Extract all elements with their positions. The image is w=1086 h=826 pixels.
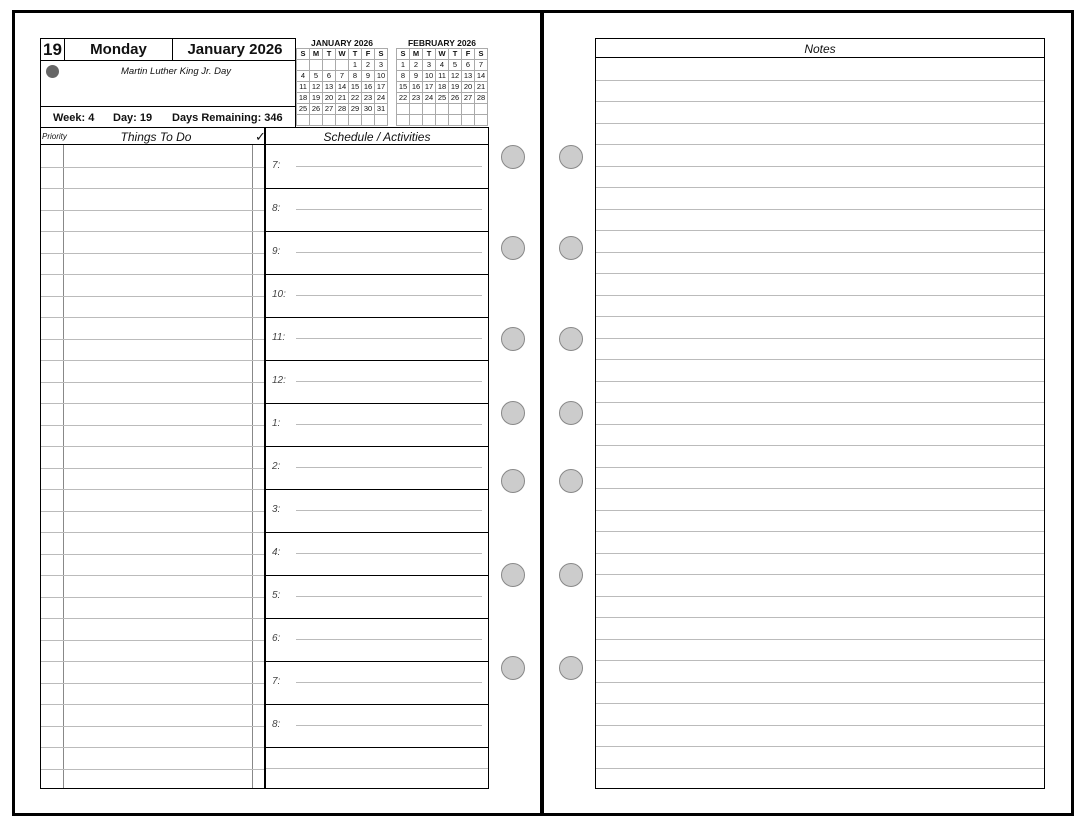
mini-calendar-day: 9 [410, 71, 423, 82]
notes-row-line [596, 101, 1044, 102]
mini-calendar-day [436, 104, 449, 115]
notes-row-line [596, 123, 1044, 124]
mini-calendar-day: 28 [475, 93, 488, 104]
mini-calendar-day [336, 115, 349, 126]
notes-row-line [596, 660, 1044, 661]
mini-calendar-day [462, 104, 475, 115]
hour-label: 10: [272, 289, 286, 300]
hour-label: 11: [272, 332, 286, 343]
mini-calendar-dow: W [436, 49, 449, 60]
todo-row-line [41, 339, 264, 340]
notes-row-line [596, 295, 1044, 296]
mini-calendar-day: 8 [397, 71, 410, 82]
mini-calendar-january [296, 38, 388, 126]
todo-row-line [41, 769, 264, 770]
hour-label: 12: [272, 375, 286, 386]
punch-hole-icon [559, 469, 583, 493]
punch-hole-icon [559, 145, 583, 169]
mini-calendar-day: 14 [336, 82, 349, 93]
mini-calendar-day: 7 [336, 71, 349, 82]
mini-calendar-day: 11 [436, 71, 449, 82]
todo-row-line [41, 274, 264, 275]
todo-row-line [41, 683, 264, 684]
mini-calendar-day [449, 104, 462, 115]
punch-hole-icon [501, 469, 525, 493]
extra-row-line [266, 768, 488, 769]
mini-calendar-day: 23 [410, 93, 423, 104]
mini-calendar-day [297, 115, 310, 126]
notes-row-line [596, 273, 1044, 274]
mini-calendar-day [397, 104, 410, 115]
mini-calendar-day: 15 [349, 82, 362, 93]
day-label: Day: 19 [113, 112, 153, 124]
hour-label: 6: [272, 633, 281, 644]
notes-row-line [596, 359, 1044, 360]
hour-label: 3: [272, 504, 281, 515]
day-stats [41, 106, 297, 128]
mini-calendar-day: 13 [323, 82, 336, 93]
mini-calendar-dow: S [397, 49, 410, 60]
punch-hole-icon [559, 236, 583, 260]
hour-label: 4: [272, 547, 281, 558]
todo-row-line [41, 747, 264, 748]
mini-calendar-day: 16 [362, 82, 375, 93]
hour-label: 8: [272, 203, 281, 214]
todo-row-line [41, 167, 264, 168]
hour-divider [266, 446, 488, 447]
mini-calendar-day [423, 115, 436, 126]
punch-hole-icon [559, 327, 583, 351]
mini-calendar-dow: T [423, 49, 436, 60]
mini-calendar-day [462, 115, 475, 126]
hour-divider [266, 360, 488, 361]
notes-row-line [596, 381, 1044, 382]
mini-calendar-day: 8 [349, 71, 362, 82]
todo-row-line [41, 640, 264, 641]
weekday-label: Monday [65, 39, 173, 61]
mini-calendar-day: 6 [462, 60, 475, 71]
hour-divider [266, 575, 488, 576]
notes-row-line [596, 209, 1044, 210]
hour-divider [266, 704, 488, 705]
mini-calendar-day: 24 [375, 93, 388, 104]
todo-row-line [41, 704, 264, 705]
half-hour-line [296, 295, 482, 296]
mini-calendar-day: 10 [423, 71, 436, 82]
mini-calendar-day: 18 [297, 93, 310, 104]
mini-calendar-dow: F [462, 49, 475, 60]
half-hour-line [296, 596, 482, 597]
notes-row-line [596, 682, 1044, 683]
hour-divider [266, 618, 488, 619]
mini-calendar-day [297, 60, 310, 71]
mini-calendar-day: 5 [449, 60, 462, 71]
check-divider [252, 145, 253, 788]
mini-calendar-day: 20 [323, 93, 336, 104]
date-header [40, 38, 296, 128]
half-hour-line [296, 467, 482, 468]
punch-hole-icon [501, 327, 525, 351]
priority-label: Priority [42, 132, 67, 141]
half-hour-line [296, 510, 482, 511]
mini-calendar-grid [396, 48, 488, 126]
todo-row-line [41, 403, 264, 404]
mini-calendar-dow: S [475, 49, 488, 60]
todo-row-line [41, 489, 264, 490]
hour-divider [266, 317, 488, 318]
todo-row-line [41, 382, 264, 383]
todo-row-line [41, 425, 264, 426]
hour-divider [266, 403, 488, 404]
mini-calendar-dow: T [323, 49, 336, 60]
todo-row-line [41, 231, 264, 232]
mini-calendar-day: 21 [336, 93, 349, 104]
notes-row-line [596, 553, 1044, 554]
notes-row-line [596, 531, 1044, 532]
mini-calendar-day [410, 115, 423, 126]
mini-calendar-dow: W [336, 49, 349, 60]
mini-calendar-day: 22 [397, 93, 410, 104]
mini-calendar-day: 4 [436, 60, 449, 71]
mini-calendar-day: 21 [475, 82, 488, 93]
mini-calendar-day [310, 60, 323, 71]
mini-calendar-day: 18 [436, 82, 449, 93]
mini-calendar-day: 25 [436, 93, 449, 104]
notes-row-line [596, 596, 1044, 597]
mini-calendar-day [310, 115, 323, 126]
hour-label: 7: [272, 676, 281, 687]
punch-hole-icon [501, 656, 525, 680]
mini-calendar-day: 11 [297, 82, 310, 93]
mini-calendar-day [410, 104, 423, 115]
hour-divider [266, 489, 488, 490]
mini-calendar-day: 22 [349, 93, 362, 104]
mini-calendar-grid [296, 48, 388, 126]
todo-header [41, 128, 264, 145]
mini-calendar-day: 6 [323, 71, 336, 82]
schedule-column [265, 127, 489, 789]
month-year-label: January 2026 [173, 39, 297, 61]
schedule-title: Schedule / Activities [323, 130, 431, 144]
todo-row-line [41, 253, 264, 254]
punch-hole-icon [501, 563, 525, 587]
half-hour-line [296, 166, 482, 167]
mini-calendar-day: 24 [423, 93, 436, 104]
punch-hole-icon [559, 656, 583, 680]
mini-calendar-day: 5 [310, 71, 323, 82]
notes-row-line [596, 617, 1044, 618]
mini-calendar-day: 26 [310, 104, 323, 115]
notes-title: Notes [804, 42, 836, 56]
mini-calendar-dow: F [362, 49, 375, 60]
mini-calendar-day: 17 [423, 82, 436, 93]
todo-row-line [41, 317, 264, 318]
todo-row-line [41, 597, 264, 598]
hour-divider [266, 532, 488, 533]
mini-calendar-day: 2 [410, 60, 423, 71]
todo-row-line [41, 468, 264, 469]
mini-calendar-day: 2 [362, 60, 375, 71]
mini-calendar-day: 20 [462, 82, 475, 93]
mini-calendar-day: 10 [375, 71, 388, 82]
mini-calendar-day [323, 60, 336, 71]
todo-row-line [41, 661, 264, 662]
mini-calendar-dow: S [297, 49, 310, 60]
mini-calendar-day: 28 [336, 104, 349, 115]
mini-calendar-day: 31 [375, 104, 388, 115]
mini-calendar-day: 9 [362, 71, 375, 82]
week-label: Week: 4 [53, 112, 95, 124]
todo-title: Things To Do [120, 130, 192, 144]
mini-calendar-day: 4 [297, 71, 310, 82]
mini-calendar-day [375, 115, 388, 126]
hour-divider [266, 231, 488, 232]
mini-calendar-dow: T [349, 49, 362, 60]
notes-row-line [596, 230, 1044, 231]
days-remaining-label: Days Remaining: 346 [172, 112, 283, 124]
notes-row-line [596, 80, 1044, 81]
mini-calendar-day: 12 [310, 82, 323, 93]
todo-row-line [41, 446, 264, 447]
mini-calendar-day [436, 115, 449, 126]
half-hour-line [296, 424, 482, 425]
hour-label: 2: [272, 461, 281, 472]
notes-row-line [596, 746, 1044, 747]
notes-row-line [596, 166, 1044, 167]
todo-row-line [41, 618, 264, 619]
half-hour-line [296, 381, 482, 382]
hour-label: 8: [272, 719, 281, 730]
mini-calendar-dow: M [410, 49, 423, 60]
mini-calendar-february [396, 38, 488, 126]
half-hour-line [296, 252, 482, 253]
todo-row-line [41, 511, 264, 512]
notes-page [595, 38, 1045, 789]
mini-calendar-day: 15 [397, 82, 410, 93]
notes-row-line [596, 467, 1044, 468]
mini-calendar-day: 29 [349, 104, 362, 115]
hour-label: 7: [272, 160, 281, 171]
half-hour-line [296, 338, 482, 339]
mini-calendar-day: 7 [475, 60, 488, 71]
mini-calendar-day: 1 [397, 60, 410, 71]
notes-header [596, 39, 1044, 58]
mini-calendar-day: 19 [449, 82, 462, 93]
mini-calendar-day [349, 115, 362, 126]
punch-hole-icon [559, 563, 583, 587]
mini-calendar-day: 27 [323, 104, 336, 115]
mini-calendar-day: 16 [410, 82, 423, 93]
todo-row-line [41, 360, 264, 361]
todo-row-line [41, 575, 264, 576]
half-hour-line [296, 639, 482, 640]
mini-calendar-day: 1 [349, 60, 362, 71]
todo-row-line [41, 188, 264, 189]
mini-calendar-day [475, 104, 488, 115]
notes-row-line [596, 316, 1044, 317]
half-hour-line [296, 682, 482, 683]
mini-calendar-day [397, 115, 410, 126]
half-hour-line [296, 553, 482, 554]
schedule-header [266, 128, 488, 145]
mini-calendar-day: 17 [375, 82, 388, 93]
notes-row-line [596, 725, 1044, 726]
mini-calendar-day: 14 [475, 71, 488, 82]
punch-hole-icon [501, 145, 525, 169]
notes-row-line [596, 703, 1044, 704]
holiday-label: Martin Luther King Jr. Day [121, 66, 231, 77]
hour-divider [266, 274, 488, 275]
todo-list [40, 127, 265, 789]
mini-calendar-day: 27 [462, 93, 475, 104]
mini-calendar-day: 13 [462, 71, 475, 82]
moon-phase-icon [46, 65, 59, 78]
punch-hole-icon [559, 401, 583, 425]
notes-row-line [596, 187, 1044, 188]
mini-calendar-title: FEBRUARY 2026 [407, 38, 477, 48]
hour-divider [266, 188, 488, 189]
todo-row-line [41, 554, 264, 555]
priority-divider [63, 145, 64, 788]
day-number: 19 [41, 39, 65, 61]
punch-hole-icon [501, 401, 525, 425]
hour-divider [266, 661, 488, 662]
notes-row-line [596, 510, 1044, 511]
mini-calendar-dow: T [449, 49, 462, 60]
hour-label: 1: [272, 418, 281, 429]
punch-hole-icon [501, 236, 525, 260]
mini-calendar-day: 30 [362, 104, 375, 115]
planner-spine [540, 10, 544, 816]
notes-row-line [596, 424, 1044, 425]
mini-calendar-day: 19 [310, 93, 323, 104]
hour-label: 9: [272, 246, 281, 257]
mini-calendar-day: 12 [449, 71, 462, 82]
mini-calendar-day [362, 115, 375, 126]
mini-calendar-day [323, 115, 336, 126]
notes-row-line [596, 639, 1044, 640]
notes-row-line [596, 252, 1044, 253]
notes-row-line [596, 144, 1044, 145]
mini-calendar-day [423, 104, 436, 115]
notes-row-line [596, 574, 1044, 575]
notes-row-line [596, 445, 1044, 446]
notes-row-line [596, 338, 1044, 339]
mini-calendar-day: 3 [423, 60, 436, 71]
todo-row-line [41, 532, 264, 533]
mini-calendar-day [449, 115, 462, 126]
hour-divider [266, 747, 488, 748]
mini-calendar-day [475, 115, 488, 126]
mini-calendar-day [336, 60, 349, 71]
mini-calendar-day: 25 [297, 104, 310, 115]
todo-row-line [41, 210, 264, 211]
todo-row-line [41, 726, 264, 727]
notes-row-line [596, 402, 1044, 403]
mini-calendar-dow: S [375, 49, 388, 60]
mini-calendar-title: JANUARY 2026 [311, 38, 373, 48]
mini-calendar-day: 3 [375, 60, 388, 71]
notes-row-line [596, 768, 1044, 769]
half-hour-line [296, 209, 482, 210]
hour-label: 5: [272, 590, 281, 601]
half-hour-line [296, 725, 482, 726]
mini-calendar-dow: M [310, 49, 323, 60]
mini-calendar-day: 26 [449, 93, 462, 104]
check-icon: ✓ [255, 129, 266, 144]
todo-row-line [41, 296, 264, 297]
mini-calendar-day: 23 [362, 93, 375, 104]
notes-row-line [596, 488, 1044, 489]
